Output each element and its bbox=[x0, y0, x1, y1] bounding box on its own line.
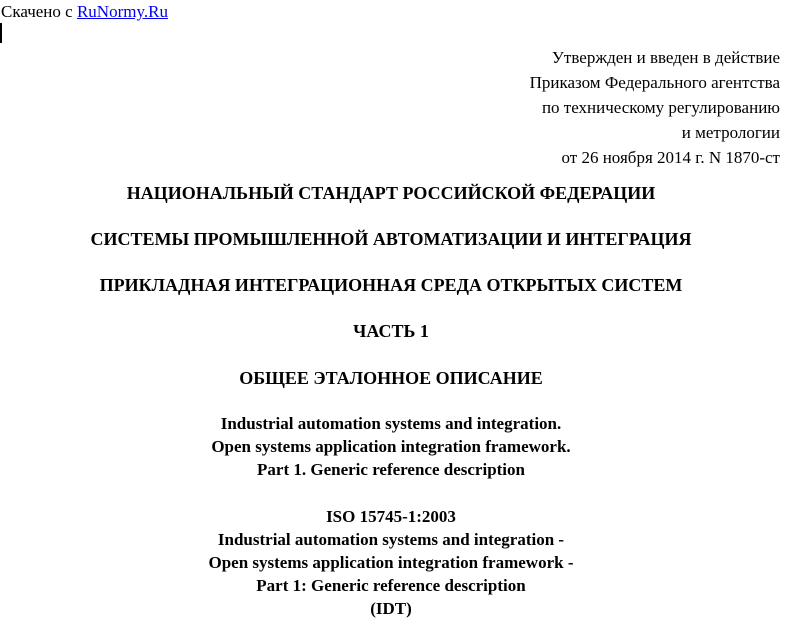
identity-marker: (IDT) bbox=[370, 599, 412, 618]
iso-title-line: Open systems application integration framework - bbox=[208, 553, 574, 572]
approval-line: от 26 ноября 2014 г. N 1870-ст bbox=[561, 148, 780, 167]
part-title: ОБЩЕЕ ЭТАЛОННОЕ ОПИСАНИЕ bbox=[239, 368, 543, 388]
standard-series-title: СИСТЕМЫ ПРОМЫШЛЕННОЙ АВТОМАТИЗАЦИИ И ИНТЕГРАЦИЯ bbox=[90, 229, 692, 249]
iso-number: ISO 15745-1:2003 bbox=[326, 507, 456, 526]
english-title-line: Industrial automation systems and integration. bbox=[220, 414, 562, 433]
standard-subject-title: ПРИКЛАДНАЯ ИНТЕГРАЦИОННАЯ СРЕДА ОТКРЫТЫХ СИСТЕМ bbox=[99, 275, 683, 295]
iso-reference-block bbox=[0, 505, 782, 620]
approval-line: Утвержден и введен в действие bbox=[551, 48, 780, 67]
english-title-line: Part 1. Generic reference description bbox=[257, 460, 525, 479]
part-number: ЧАСТЬ 1 bbox=[353, 321, 429, 341]
text-cursor bbox=[0, 23, 2, 43]
approval-line: и метрологии bbox=[681, 123, 780, 142]
download-notice-prefix: Скачено с bbox=[1, 2, 77, 21]
approval-line: Приказом Федерального агентства bbox=[529, 73, 780, 92]
standard-heading: НАЦИОНАЛЬНЫЙ СТАНДАРТ РОССИЙСКОЙ ФЕДЕРАЦИИ bbox=[126, 183, 656, 203]
english-title-line: Open systems application integration framework. bbox=[211, 437, 571, 456]
iso-title-line: Part 1: Generic reference description bbox=[256, 576, 526, 595]
approval-line: по техническому регулированию bbox=[541, 98, 780, 117]
approval-block bbox=[530, 45, 780, 170]
runormy-link[interactable]: RuNormy.Ru bbox=[76, 2, 168, 21]
english-title-block bbox=[0, 412, 782, 481]
download-notice bbox=[1, 2, 168, 21]
iso-title-line: Industrial automation systems and integration - bbox=[217, 530, 565, 549]
